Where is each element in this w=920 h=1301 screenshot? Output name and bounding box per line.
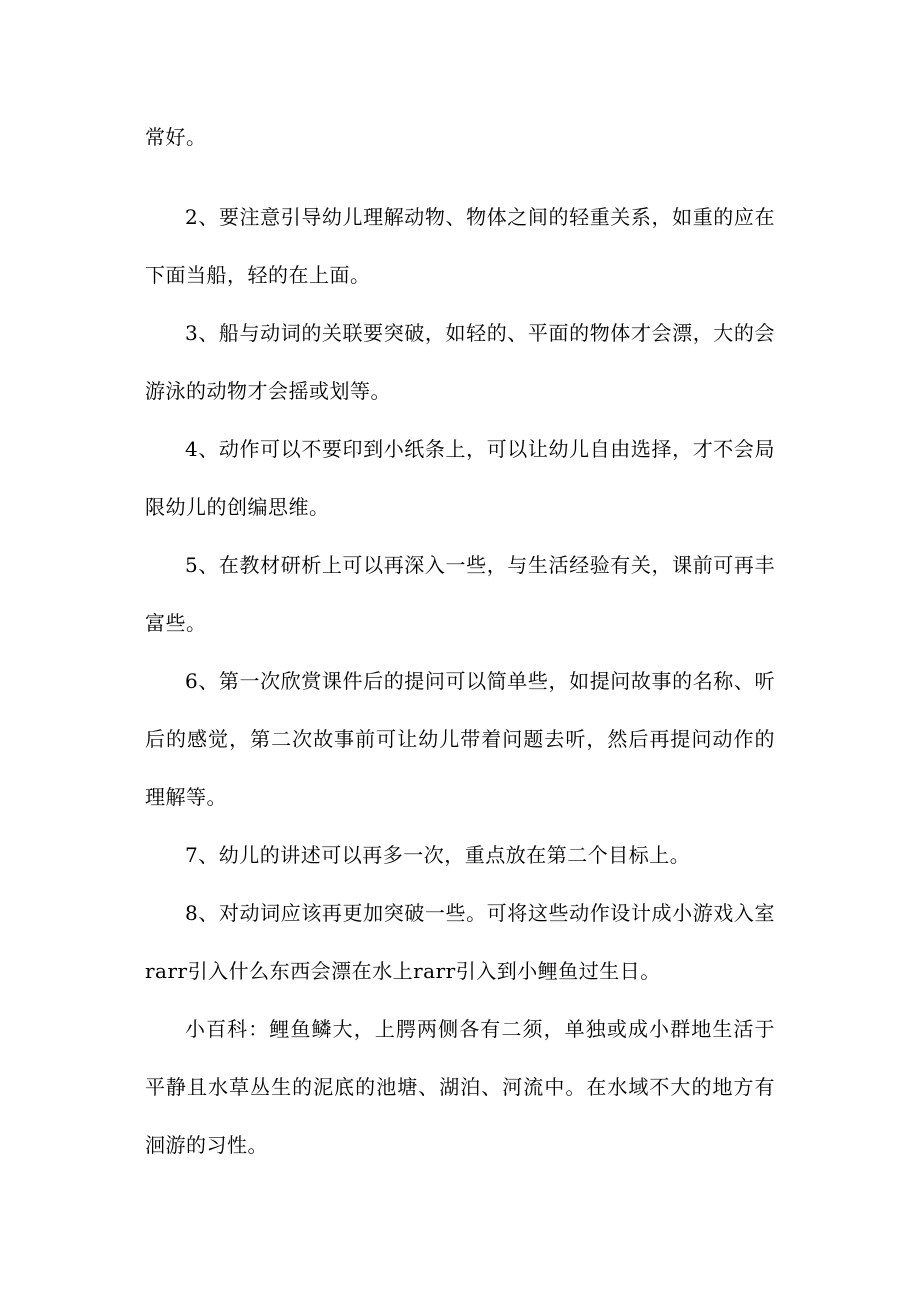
paragraph-item-6: 6、第一次欣赏课件后的提问可以简单些，如提问故事的名称、听后的感觉，第二次故事前可让幼儿带着问题去听，然后再提问动作的理解等。	[145, 669, 775, 809]
paragraph-encyclopedia: 小百科：鲤鱼鳞大，上腭两侧各有二须，单独或成小群地生活于平静且水草丛生的泥底的池塘、湖泊、河流中。在水域不大的地方有洄游的习性。	[145, 1017, 775, 1157]
paragraph-item-2: 2、要注意引导幼儿理解动物、物体之间的轻重关系，如重的应在下面当船，轻的在上面。	[145, 205, 775, 287]
document-page	[145, 108, 775, 1174]
paragraph-item-8: 8、对动词应该再更加突破一些。可将这些动作设计成小游戏入室rarr引入什么东西会漂在水上rarr引入到小鲤鱼过生日。	[145, 901, 775, 983]
paragraph-item-3: 3、船与动词的关联要突破，如轻的、平面的物体才会漂，大的会游泳的动物才会摇或划等。	[145, 321, 775, 403]
paragraph-continuation: 常好。	[145, 125, 207, 149]
paragraph-item-7: 7、幼儿的讲述可以再多一次，重点放在第二个目标上。	[185, 843, 691, 867]
paragraph-item-4: 4、动作可以不要印到小纸条上，可以让幼儿自由选择，才不会局限幼儿的创编思维。	[145, 437, 775, 519]
paragraph-item-5: 5、在教材研析上可以再深入一些，与生活经验有关，课前可再丰富些。	[145, 553, 775, 635]
